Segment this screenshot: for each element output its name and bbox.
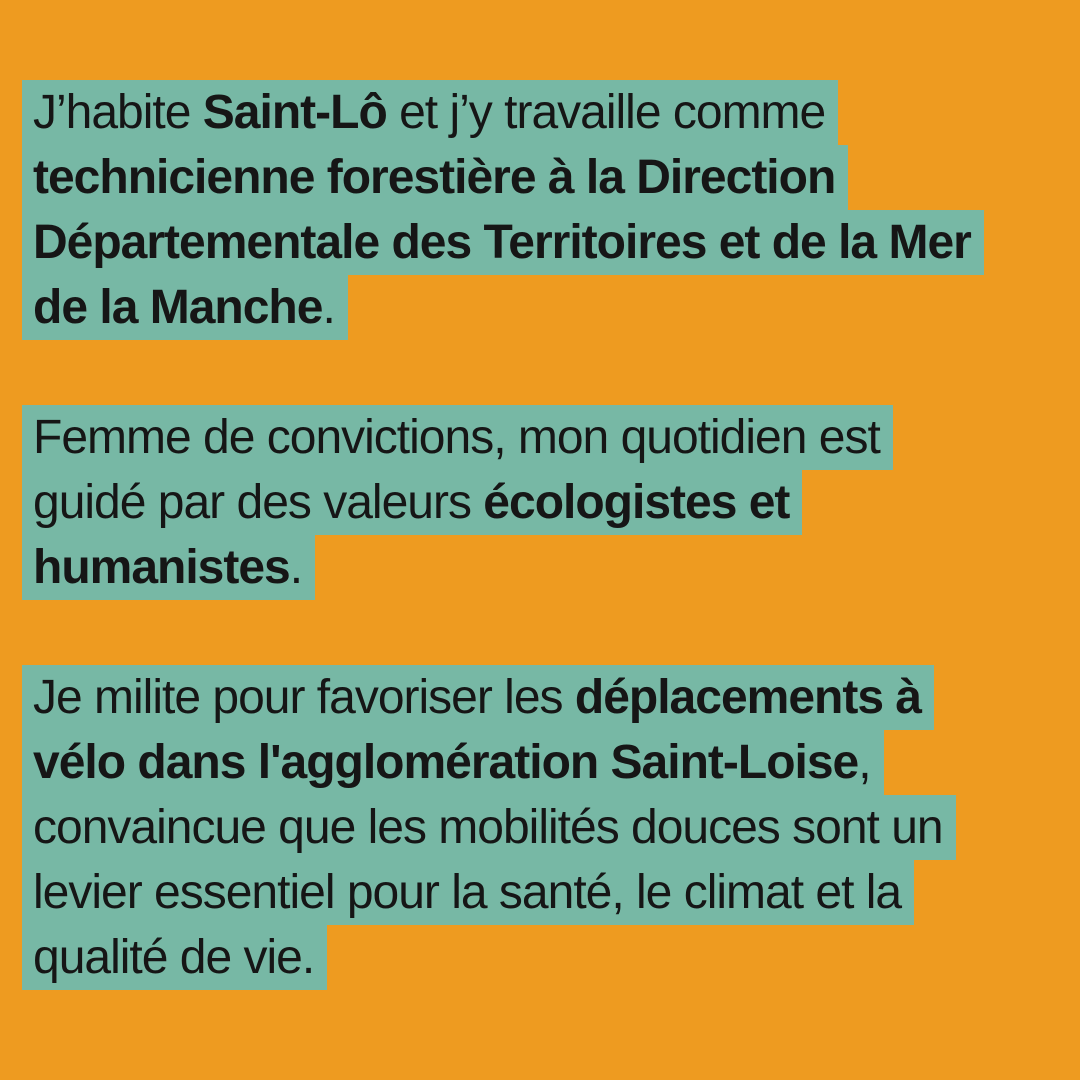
- bold-text-segment: Départementale des Territoires et de la Mer: [33, 216, 971, 269]
- highlighted-text-line: [22, 470, 802, 535]
- highlighted-text-line: [22, 925, 327, 990]
- text-segment: et j’y travaille comme: [386, 86, 826, 139]
- bold-text-segment: déplacements à: [574, 671, 922, 724]
- text-segment: J’habite: [33, 86, 203, 139]
- highlighted-text-line: [22, 795, 956, 860]
- bold-text-segment: vélo dans l'agglomération Saint-Loise: [33, 736, 859, 789]
- highlighted-text-line: [22, 275, 348, 340]
- bold-text-segment: écologistes et: [483, 476, 790, 529]
- text-segment: levier essentiel pour la santé, le climat et la: [33, 866, 902, 919]
- highlighted-text-line: [22, 860, 914, 925]
- bold-text-segment: humanistes: [33, 541, 290, 594]
- highlighted-text-line: [22, 665, 934, 730]
- paragraph-activism: [22, 665, 1072, 990]
- text-segment: Femme de convictions, mon quotidien est: [33, 411, 880, 464]
- bold-text-segment: de la Manche: [33, 281, 323, 334]
- text-segment: convaincue que les mobilités douces sont un: [33, 801, 943, 854]
- highlighted-text-line: [22, 405, 893, 470]
- bold-text-segment: Saint-Lô: [202, 86, 387, 139]
- paragraph-residence-job: [22, 80, 1072, 340]
- text-segment: guidé par des valeurs: [33, 476, 484, 529]
- highlighted-text-line: [22, 730, 884, 795]
- bio-text: [22, 80, 1072, 990]
- text-segment: .: [322, 281, 335, 334]
- highlighted-text-line: [22, 535, 315, 600]
- bold-text-segment: technicienne forestière à la Direction: [33, 151, 836, 204]
- text-segment: qualité de vie.: [33, 931, 315, 984]
- highlighted-text-line: [22, 145, 848, 210]
- highlighted-text-line: [22, 80, 838, 145]
- text-segment: Je milite pour favoriser les: [33, 671, 575, 724]
- highlighted-text-line: [22, 210, 984, 275]
- text-segment: .: [289, 541, 303, 594]
- text-segment: ,: [858, 736, 871, 789]
- paragraph-values: [22, 405, 1072, 600]
